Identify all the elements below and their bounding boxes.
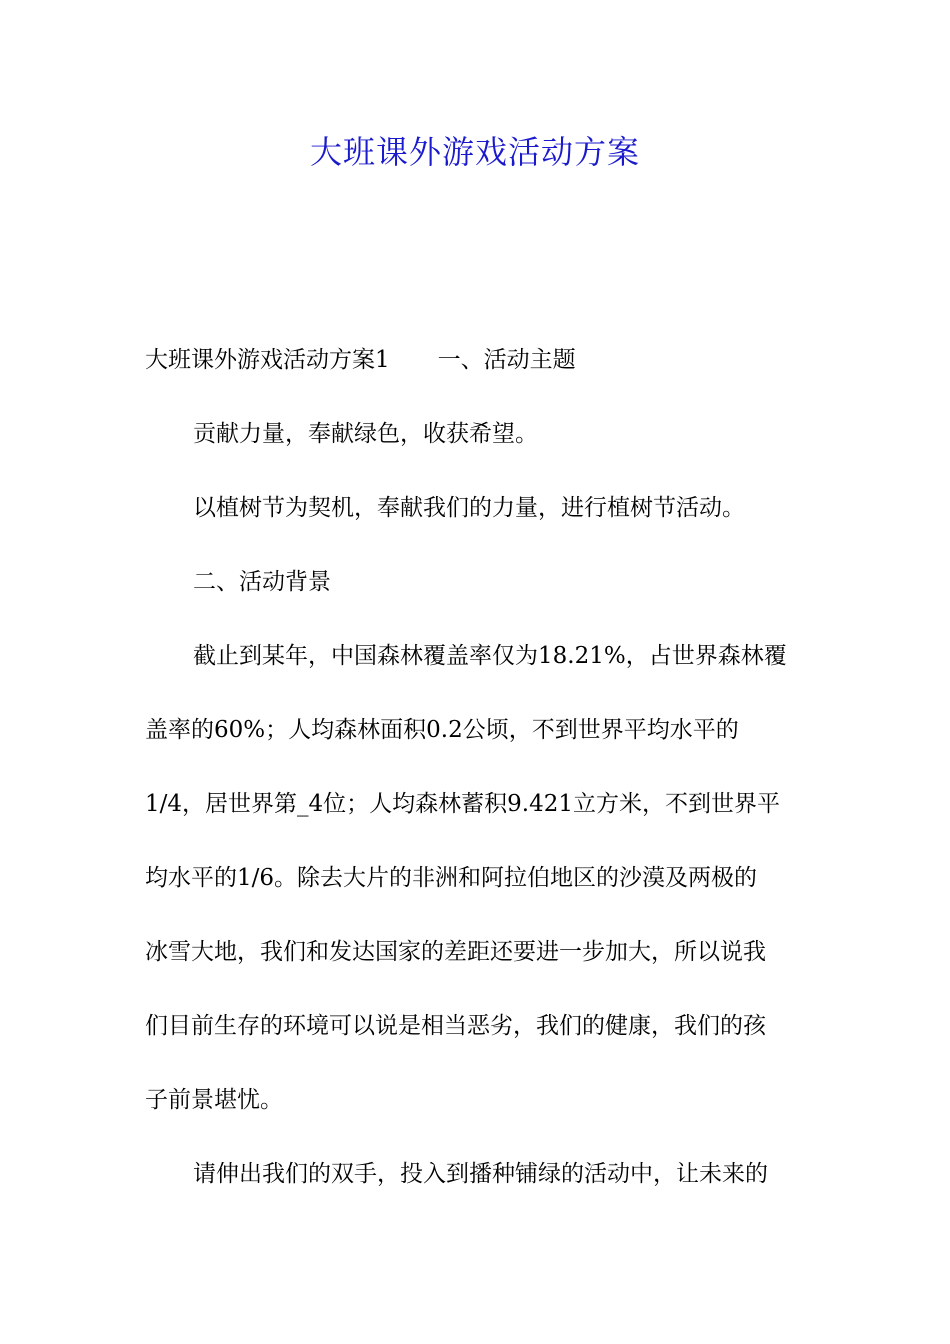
paragraph-line: 盖率的60%；人均森林面积0.2公顷，不到世界平均水平的 [145, 717, 739, 743]
paragraph-line: 冰雪大地，我们和发达国家的差距还要进一步加大，所以说我 [145, 939, 766, 965]
section-heading: 二、活动背景 [193, 569, 331, 595]
paragraph-line: 均水平的1/6。除去大片的非洲和阿拉伯地区的沙漠及两极的 [145, 865, 758, 891]
section-heading: 一、活动主题 [437, 347, 576, 373]
paragraph-line [145, 338, 810, 412]
paragraph-line: 1/4，居世界第_4位；人均森林蓄积9.421立方米，不到世界平 [145, 791, 780, 817]
paragraph-line: 请伸出我们的双手，投入到播种铺绿的活动中，让未来的 [193, 1161, 768, 1187]
document-body [145, 338, 810, 1226]
paragraph-line: 子前景堪忧。 [145, 1087, 283, 1113]
paragraph-line: 以植树节为契机，奉献我们的力量，进行植树节活动。 [193, 495, 745, 521]
paragraph-line: 贡献力量，奉献绿色，收获希望。 [193, 421, 538, 447]
paragraph-line: 们目前生存的环境可以说是相当恶劣，我们的健康，我们的孩 [145, 1013, 766, 1039]
document-title: 大班课外游戏活动方案 [309, 133, 640, 171]
paragraph-line: 截止到某年，中国森林覆盖率仅为18.21%，占世界森林覆 [193, 643, 787, 669]
section-heading-inline: 大班课外游戏活动方案1 [145, 347, 390, 373]
